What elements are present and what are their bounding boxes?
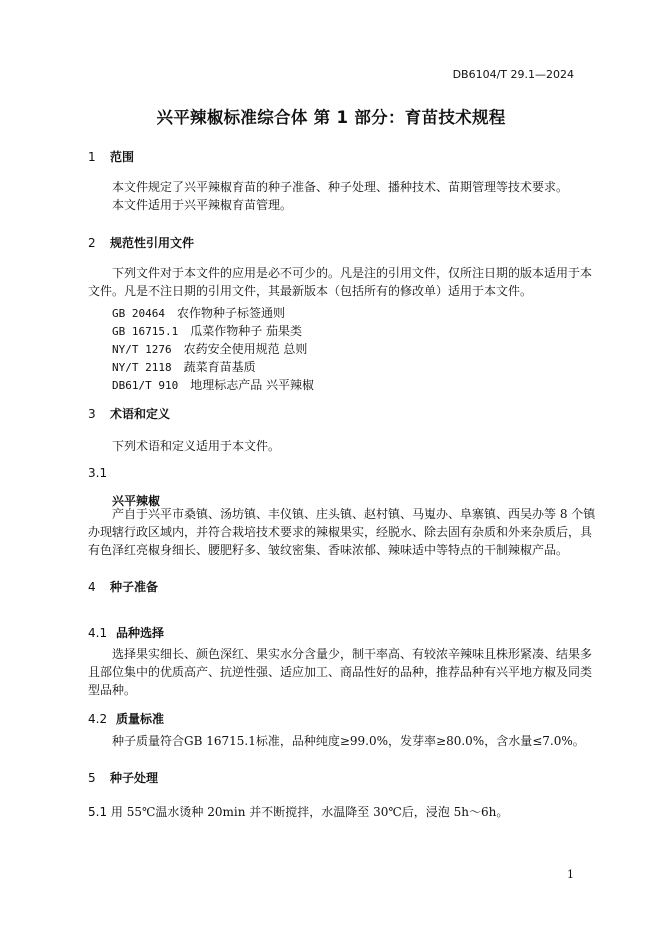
- section-number: 2: [88, 236, 96, 250]
- subsection-title: 品种选择: [116, 626, 165, 640]
- reference-list: [112, 302, 314, 392]
- section-title: 种子准备: [110, 580, 159, 594]
- reference-code: DB61/T 910: [112, 379, 179, 392]
- definition-line: 办现辖行政区域内，并符合栽培技术要求的辣椒果实，经脱水、除去固有杂质和外来杂质后，具: [88, 525, 593, 539]
- reference-code: GB 20464: [112, 307, 165, 320]
- definition-line: 产自于兴平市桑镇、汤坊镇、丰仪镇、庄头镇、赵村镇、马嵬办、阜寨镇、西吴办等 8 个镇: [112, 507, 596, 521]
- reference-code: NY/T 2118: [112, 361, 172, 374]
- section-5-heading: [88, 769, 158, 786]
- section-number: 4: [88, 580, 96, 594]
- paragraph: 本文件规定了兴平辣椒育苗的种子准备、种子处理、播种技术、苗期管理等技术要求。: [112, 180, 569, 194]
- reference-code: NY/T 1276: [112, 343, 172, 356]
- reference-item: [112, 356, 314, 374]
- reference-item: [112, 338, 314, 356]
- section-number: 5: [88, 771, 96, 785]
- section-title: 术语和定义: [110, 407, 171, 421]
- document-code: DB6104/T 29.1—2024: [452, 68, 574, 81]
- paragraph: 下列文件对于本文件的应用是必不可少的。凡是注的引用文件，仅所注日期的版本适用于本: [112, 266, 593, 280]
- definition-line: 有色泽红亮椒身细长、腰肥籽多、皱纹密集、香味浓郁、辣味适中等特点的干制辣椒产品。: [88, 543, 569, 557]
- subsection-4-1-heading: [88, 624, 164, 641]
- paragraph-line: 且部位集中的优质高产、抗逆性强、适应加工、商品性好的品种，推荐品种有兴平地方椒及同类: [88, 665, 593, 679]
- page-number: 1: [567, 868, 574, 881]
- paragraph: 文件。凡是不注日期的引用文件，其最新版本（包括所有的修改单）适用于本文件。: [88, 284, 533, 298]
- section-title: 规范性引用文件: [110, 236, 195, 250]
- section-number: 1: [88, 150, 96, 164]
- paragraph: 本文件适用于兴平辣椒育苗管理。: [112, 198, 293, 212]
- subsection-title: 质量标准: [116, 712, 165, 726]
- reference-item: [112, 302, 314, 320]
- subsection-4-2-heading: [88, 710, 164, 727]
- reference-name: 农作物种子标签通则: [176, 306, 285, 320]
- section-number: 3: [88, 407, 96, 421]
- paragraph: 下列术语和定义适用于本文件。: [112, 439, 281, 453]
- subsection-number: 4.2: [88, 712, 108, 726]
- term-number: 3.1: [88, 466, 108, 480]
- reference-code: GB 16715.1: [112, 325, 179, 338]
- section-3-heading: [88, 405, 170, 422]
- section-title: 种子处理: [110, 771, 159, 785]
- subsection-5-1-paragraph: [88, 806, 508, 818]
- reference-name: 农药安全使用规范 总则: [183, 342, 308, 356]
- section-4-heading: [88, 578, 158, 595]
- term-name: 兴平辣椒: [112, 494, 161, 508]
- subsection-number: 5.1: [88, 805, 108, 819]
- subsection-number: 4.1: [88, 626, 108, 640]
- paragraph: 种子质量符合GB 16715.1标准，品种纯度≥99.0%，发芽率≥80.0%，含水量≤7.0%。: [112, 734, 585, 748]
- reference-name: 瓜菜作物种子 茄果类: [190, 324, 303, 338]
- reference-item: [112, 374, 314, 392]
- document-title: 兴平辣椒标准综合体 第 1 部分：育苗技术规程: [156, 108, 506, 127]
- section-1-heading: [88, 148, 134, 165]
- section-2-heading: [88, 234, 194, 251]
- paragraph-text: 用 55℃温水烫种 20min 并不断搅拌，水温降至 30℃后，浸泡 5h～6h。: [110, 805, 509, 819]
- paragraph-line: 选择果实细长、颜色深红、果实水分含量少，制干率高、有较浓辛辣味且株形紧凑、结果多: [112, 647, 593, 661]
- reference-name: 蔬菜育苗基质: [183, 360, 256, 374]
- reference-item: [112, 320, 314, 338]
- section-title: 范围: [110, 150, 135, 164]
- reference-name: 地理标志产品 兴平辣椒: [190, 378, 315, 392]
- paragraph-line: 型品种。: [88, 683, 137, 697]
